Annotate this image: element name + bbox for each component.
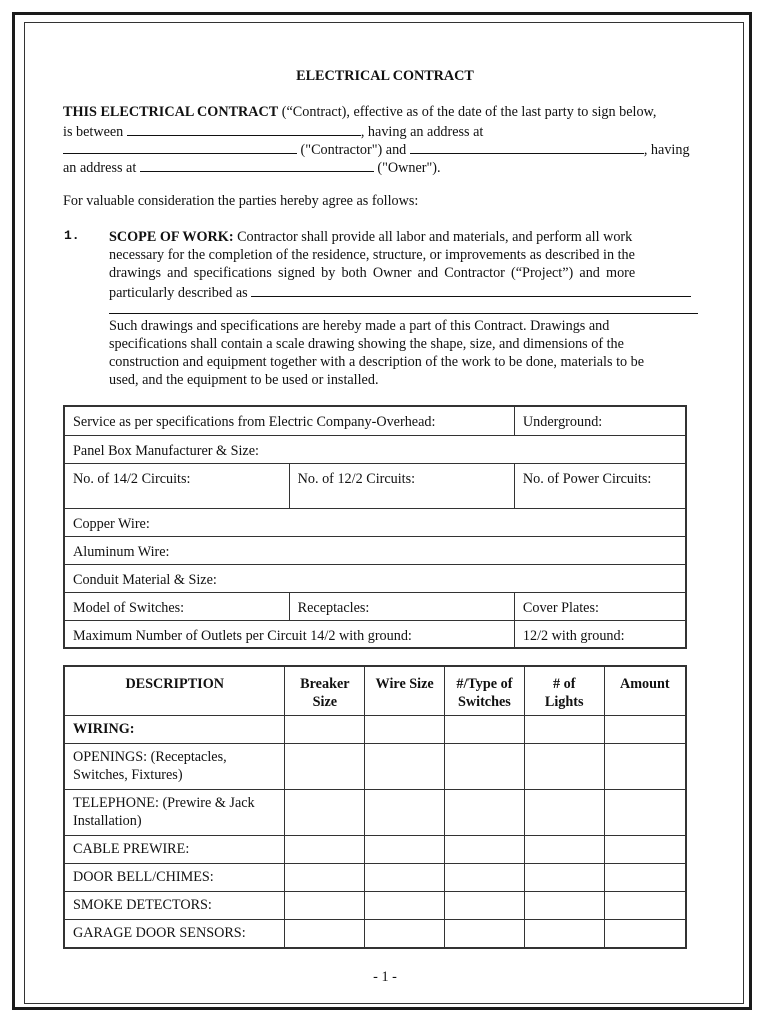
document-title: ELECTRICAL CONTRACT (296, 68, 474, 84)
project-description-blank[interactable] (251, 282, 691, 297)
section-text: Contractor shall provide all labor and materials, and perform all work (233, 229, 633, 245)
section1-line-3: drawings and specifications signed by both Owner and Contractor (“Project”) and more (109, 265, 636, 281)
cell-input[interactable] (365, 892, 445, 920)
table-row (64, 920, 686, 948)
cell-input[interactable] (365, 716, 445, 744)
owner-address-blank[interactable] (140, 157, 374, 172)
section1-para2-line-2: specifications shall contain a scale drawing showing the shape, size, and dimensions of the (109, 336, 624, 352)
intro-text: is between (63, 124, 127, 140)
cell-input[interactable] (285, 836, 365, 864)
intro-text: an address at (63, 160, 140, 176)
cell-input[interactable] (285, 716, 365, 744)
section-heading: SCOPE OF WORK: (109, 229, 234, 245)
cell-input[interactable] (444, 716, 524, 744)
table-row (64, 790, 686, 836)
conduit-cell[interactable]: Conduit Material & Size: (64, 564, 686, 592)
cell-input[interactable] (524, 744, 604, 790)
service-overhead-cell[interactable]: Service as per specifications from Electric Company-Overhead: (64, 406, 514, 435)
underground-cell[interactable]: Underground: (514, 406, 686, 435)
intro-bold: THIS ELECTRICAL CONTRACT (63, 104, 279, 120)
circuits-14-2-cell[interactable]: No. of 14/2 Circuits: (64, 463, 289, 508)
intro-text: , having an address at (360, 124, 484, 140)
cell-input[interactable] (444, 836, 524, 864)
switches-model-cell[interactable]: Model of Switches: (64, 592, 289, 620)
row-label-telephone: TELEPHONE: (Prewire & Jack Installation) (64, 790, 285, 836)
table-row (64, 836, 686, 864)
section-number: 1. (64, 228, 80, 243)
header-breaker-size: Breaker Size (285, 666, 365, 716)
intro-line-3 (63, 139, 690, 159)
cell-input[interactable] (524, 836, 604, 864)
row-label-wiring: WIRING: (64, 716, 285, 744)
cell-input[interactable] (444, 892, 524, 920)
panel-box-cell[interactable]: Panel Box Manufacturer & Size: (64, 435, 686, 463)
section1-line-2: necessary for the completion of the residence, structure, or improvements as described in the (109, 247, 635, 263)
section1-line-4 (109, 282, 691, 302)
cover-plates-cell[interactable]: Cover Plates: (514, 592, 686, 620)
row-label-smoke-detectors: SMOKE DETECTORS: (64, 892, 285, 920)
section1-line-1 (109, 228, 632, 246)
section1-para2-line-4: used, and the equipment to be used or installed. (109, 372, 379, 388)
cell-input[interactable] (444, 744, 524, 790)
intro-line-2 (63, 121, 483, 141)
section1-para2-line-1: Such drawings and specifications are hereby made a part of this Contract. Drawings and (109, 318, 610, 334)
cell-input[interactable] (604, 920, 686, 948)
receptacles-cell[interactable]: Receptacles: (289, 592, 514, 620)
header-wire-size: Wire Size (365, 666, 445, 716)
intro-text: (“Contract), effective as of the date of the last party to sign below, (278, 104, 657, 120)
cell-input[interactable] (365, 920, 445, 948)
cell-input[interactable] (365, 864, 445, 892)
cell-input[interactable] (285, 744, 365, 790)
header-type-of-switches: #/Type of Switches (444, 666, 524, 716)
owner-name-blank[interactable] (410, 139, 644, 154)
contractor-address-blank[interactable] (63, 139, 297, 154)
table-row (64, 892, 686, 920)
header-description: DESCRIPTION (64, 666, 285, 716)
cell-input[interactable] (444, 920, 524, 948)
intro-line-1 (63, 103, 656, 121)
specification-table (63, 405, 687, 649)
consideration-text: For valuable consideration the parties hereby agree as follows: (63, 193, 419, 209)
cell-input[interactable] (524, 892, 604, 920)
cell-input[interactable] (444, 790, 524, 836)
cell-input[interactable] (524, 864, 604, 892)
table-row (64, 716, 686, 744)
row-label-openings: OPENINGS: (Receptacles, Switches, Fixtures) (64, 744, 285, 790)
with-ground-12-2-cell[interactable]: 12/2 with ground: (514, 620, 686, 648)
cell-input[interactable] (524, 920, 604, 948)
intro-text: ("Contractor") and (297, 142, 410, 158)
aluminum-wire-cell[interactable]: Aluminum Wire: (64, 536, 686, 564)
cell-input[interactable] (444, 864, 524, 892)
header-amount: Amount (604, 666, 686, 716)
party-name-blank[interactable] (127, 121, 361, 136)
circuits-12-2-cell[interactable]: No. of 12/2 Circuits: (289, 463, 514, 508)
copper-wire-cell[interactable]: Copper Wire: (64, 508, 686, 536)
section-text: particularly described as (109, 285, 252, 301)
cell-input[interactable] (604, 864, 686, 892)
section1-para2-line-3: construction and equipment together with a description of the work to be done, materials to be (109, 354, 645, 370)
cell-input[interactable] (365, 836, 445, 864)
row-label-cable-prewire: CABLE PREWIRE: (64, 836, 285, 864)
cell-input[interactable] (604, 716, 686, 744)
intro-text: ("Owner"). (373, 160, 441, 176)
max-outlets-cell[interactable]: Maximum Number of Outlets per Circuit 14/2 with ground: (64, 620, 514, 648)
cell-input[interactable] (604, 836, 686, 864)
cell-input[interactable] (604, 744, 686, 790)
cell-input[interactable] (285, 892, 365, 920)
power-circuits-cell[interactable]: No. of Power Circuits: (514, 463, 686, 508)
cell-input[interactable] (285, 864, 365, 892)
cell-input[interactable] (604, 892, 686, 920)
cell-input[interactable] (365, 744, 445, 790)
intro-line-4 (63, 157, 441, 177)
table-row (64, 864, 686, 892)
row-label-garage-door-sensors: GARAGE DOOR SENSORS: (64, 920, 285, 948)
cell-input[interactable] (285, 920, 365, 948)
cell-input[interactable] (604, 790, 686, 836)
header-number-of-lights: # of Lights (524, 666, 604, 716)
cell-input[interactable] (524, 790, 604, 836)
intro-text: , having (643, 142, 690, 158)
description-table (63, 665, 687, 949)
project-description-line-2[interactable] (109, 313, 698, 314)
row-label-door-bell: DOOR BELL/CHIMES: (64, 864, 285, 892)
cell-input[interactable] (285, 790, 365, 836)
table-row (64, 744, 686, 790)
cell-input[interactable] (524, 716, 604, 744)
page-number: - 1 - (373, 969, 397, 985)
cell-input[interactable] (365, 790, 445, 836)
